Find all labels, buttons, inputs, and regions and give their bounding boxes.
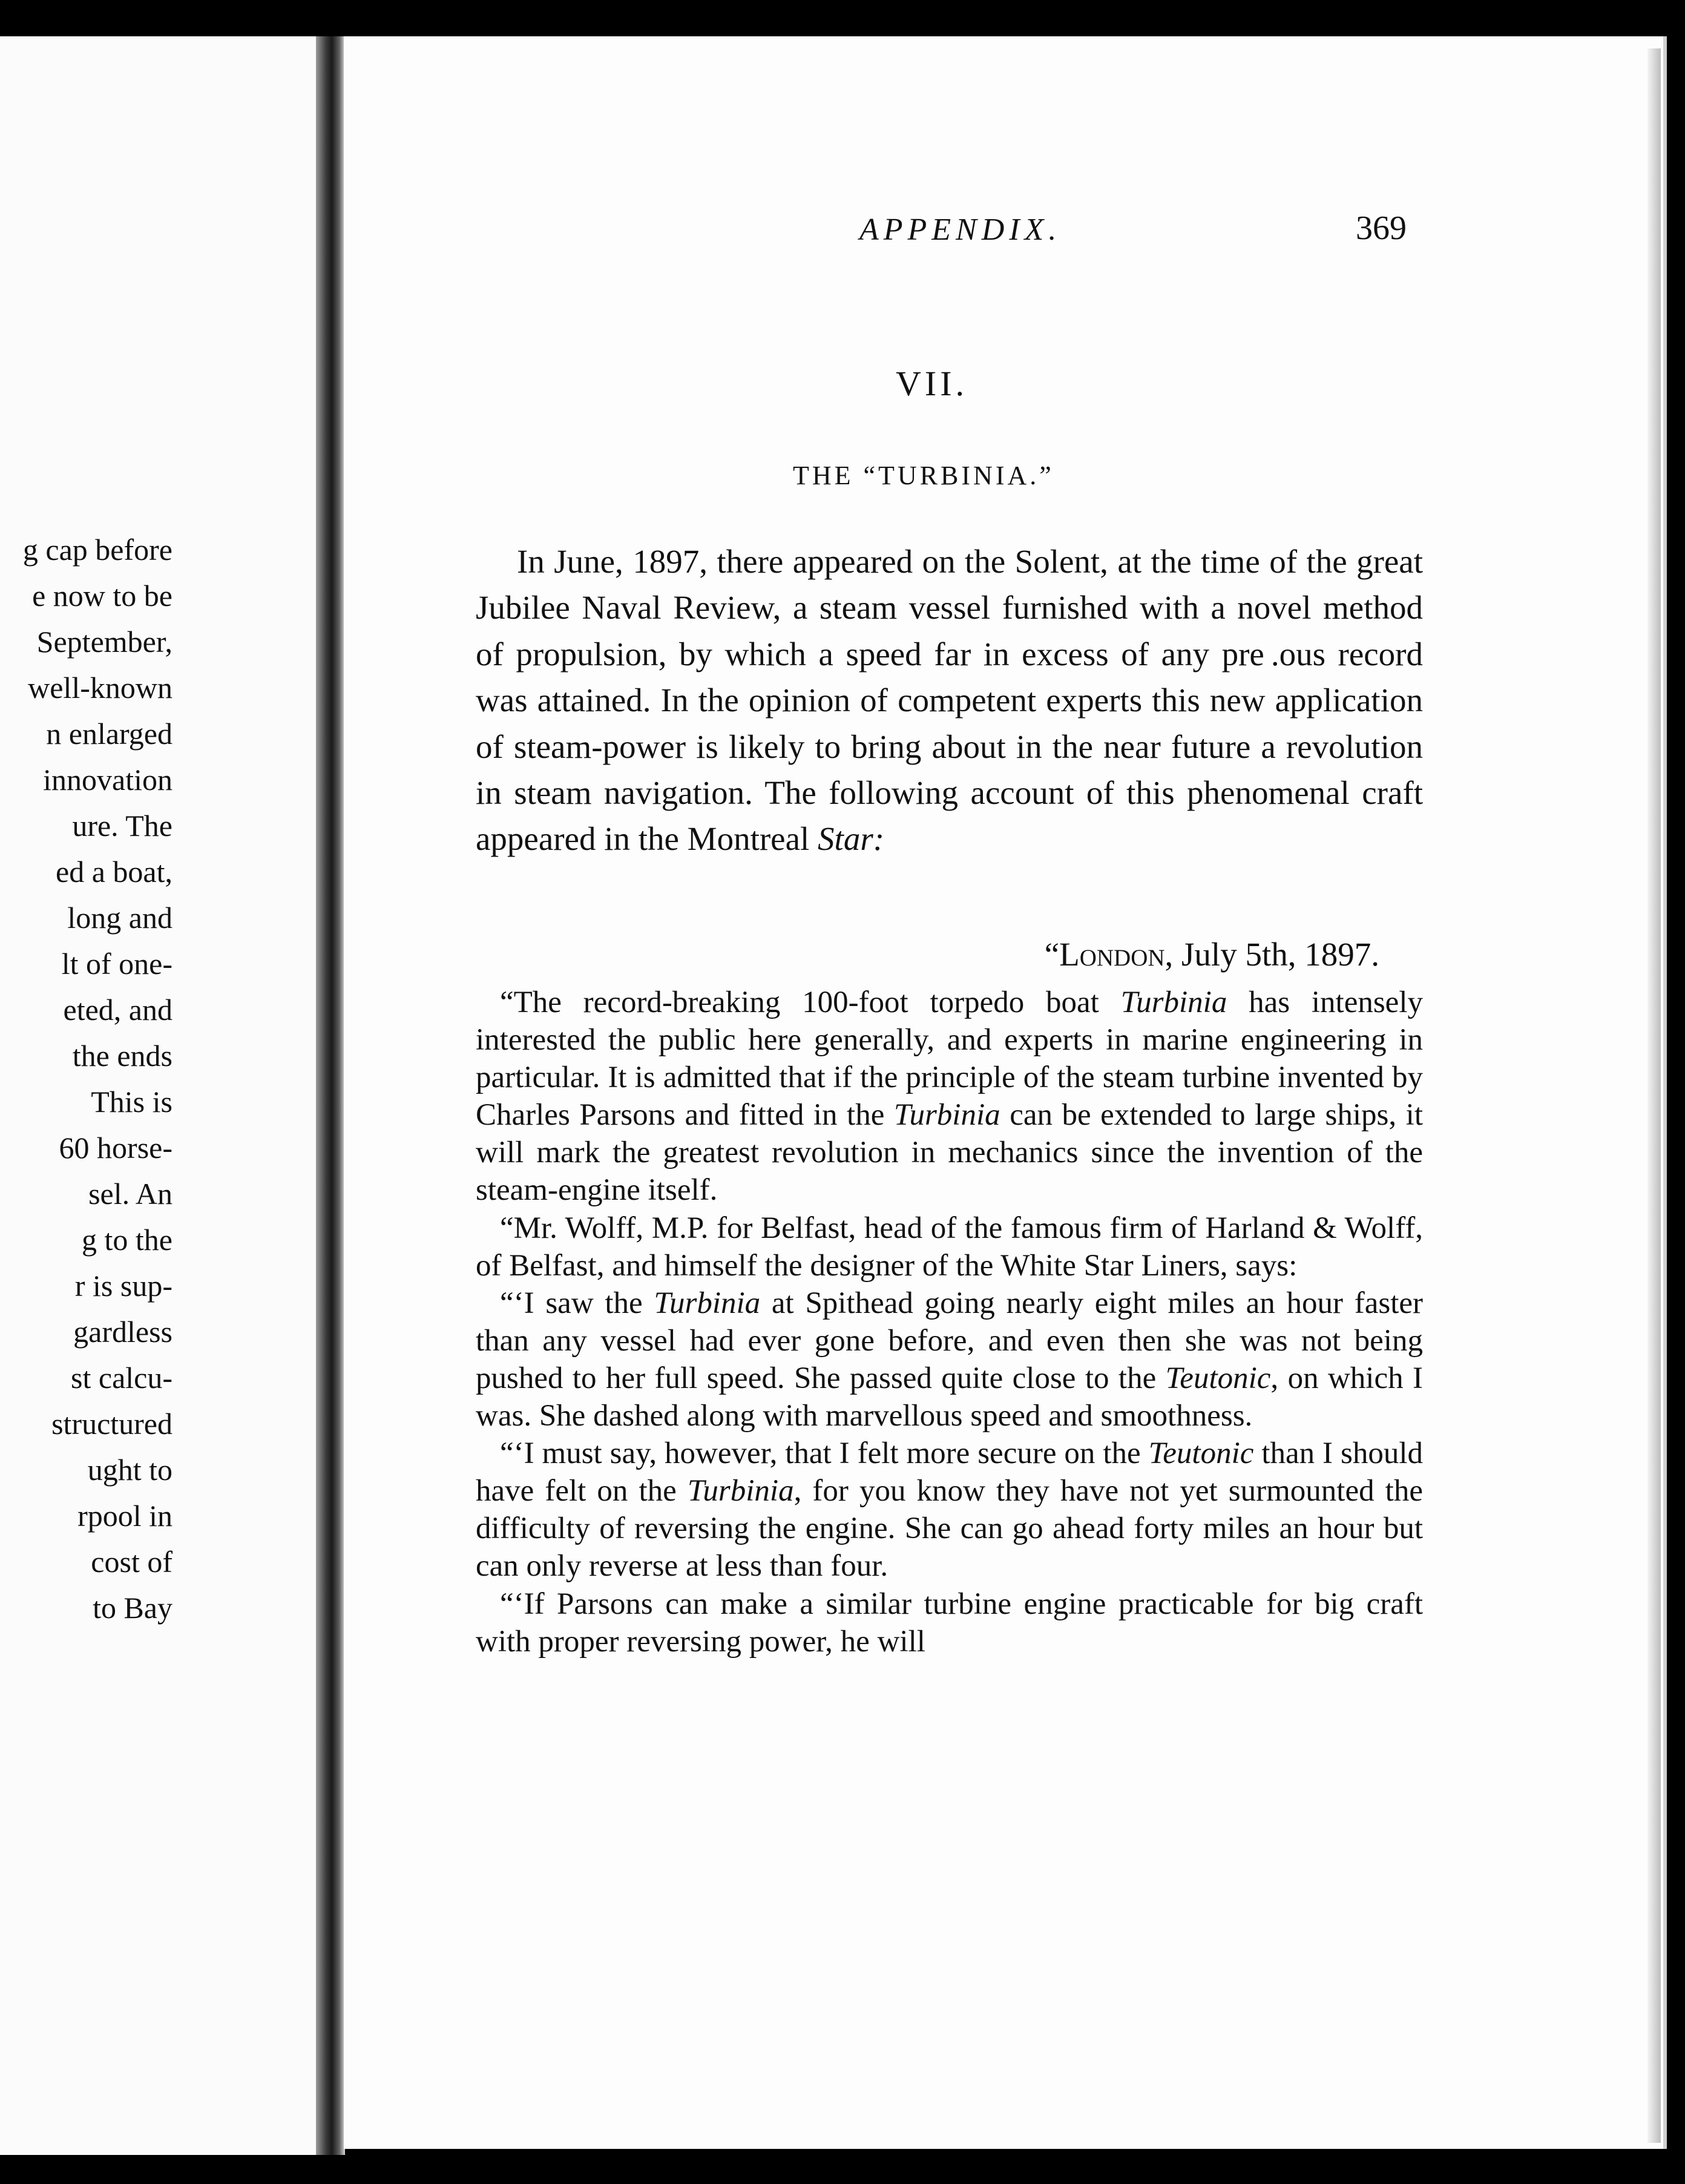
quote-paragraph-2: “Mr. Wolff, M.P. for Belfast, head of the famous firm of Harland & Wolff, of Belfast, and himself the designer of the White Star Liners, says: <box>476 1211 1423 1283</box>
left-page-line: This is <box>91 1085 172 1119</box>
left-page-line: structured <box>51 1407 172 1441</box>
page-number: 369 <box>1356 209 1407 247</box>
left-page-line: cost of <box>91 1545 172 1579</box>
left-page-line: n enlarged <box>46 717 172 751</box>
left-page-line: e now to be <box>32 579 172 613</box>
left-page <box>0 36 318 2155</box>
left-page-line: long and <box>67 901 172 935</box>
intro-paragraph <box>476 539 1423 863</box>
left-page-line: ught to <box>87 1453 172 1487</box>
left-page-line: r is sup- <box>74 1269 172 1303</box>
section-title: THE “TURBINIA.” <box>793 461 1054 490</box>
left-page-line: well-known <box>28 671 172 705</box>
left-page-line: the ends <box>72 1039 172 1073</box>
left-page-line: st calcu- <box>71 1361 172 1395</box>
book-gutter <box>316 36 345 2155</box>
left-page-line: eted, and <box>63 993 172 1027</box>
left-page-line: innovation <box>43 763 172 797</box>
dateline-place: London <box>1059 936 1165 973</box>
running-head: APPENDIX. <box>859 212 1062 247</box>
left-page-line: gardless <box>73 1315 172 1349</box>
left-page-line: ed a boat, <box>56 855 172 889</box>
page-edge <box>1647 48 1661 2143</box>
intro-text: In June, 1897, there appeared on the Solent, at the time of the great Jubilee Naval Review, a steam vessel furnished with a novel method of propulsion, by which a speed far in excess of any pre .ous record was attained. In the opinion of competent experts this new application of steam-power is likely to bring about in the near future a revolution in steam navigation. The following account of this phenomenal craft appeared in the Montreal <box>476 543 1423 858</box>
left-page-line: to Bay <box>93 1591 172 1625</box>
quote-paragraph-4: “‘I must say, however, that I felt more secure on the Teutonic than I should have felt on the Turbinia, for you know they have not yet surmounted the difficulty of reversing the engine. She can go ahead forty miles an hour but can only reverse at less than four. <box>476 1436 1423 1584</box>
left-page-line: 60 horse- <box>59 1131 172 1165</box>
left-page-line: lt of one- <box>61 947 172 981</box>
section-number: VII. <box>896 364 968 403</box>
quote-paragraph-1: “The record-breaking 100-foot torpedo boat Turbinia has intensely interested the public here generally, and experts in marine engineering in particular. It is admitted that if the principle of the steam turbine invented by Charles Parsons and fitted in the Turbinia can be extended to large ships, it will mark the greatest revolution in mechanics since the invention of the steam-engine itself. <box>476 985 1423 1208</box>
left-page-text <box>0 527 318 1631</box>
dateline-date: , July 5th, 1897. <box>1164 936 1379 973</box>
quote-paragraph-3: “‘I saw the Turbinia at Spithead going nearly eight miles an hour faster than any vessel had ever gone before, and even then she was not being pushed to her full speed. She passed quite close to the Teutonic, on which I was. She dashed along with marvellous speed and smoothness. <box>476 1286 1424 1433</box>
left-page-line: ure. The <box>72 809 172 843</box>
left-page-line: g cap before <box>22 533 172 567</box>
dateline: “London, July 5th, 1897. <box>1044 936 1379 973</box>
quoted-article <box>476 984 1423 1660</box>
left-page-line: rpool in <box>77 1499 172 1533</box>
quote-paragraph-5: “‘If Parsons can make a similar turbine engine practicable for big craft with proper reversing power, he will <box>476 1587 1423 1659</box>
left-page-line: September, <box>36 625 172 659</box>
intro-italic: Star: <box>818 820 885 858</box>
left-page-line: g to the <box>82 1223 172 1257</box>
left-page-line: sel. An <box>88 1177 172 1211</box>
